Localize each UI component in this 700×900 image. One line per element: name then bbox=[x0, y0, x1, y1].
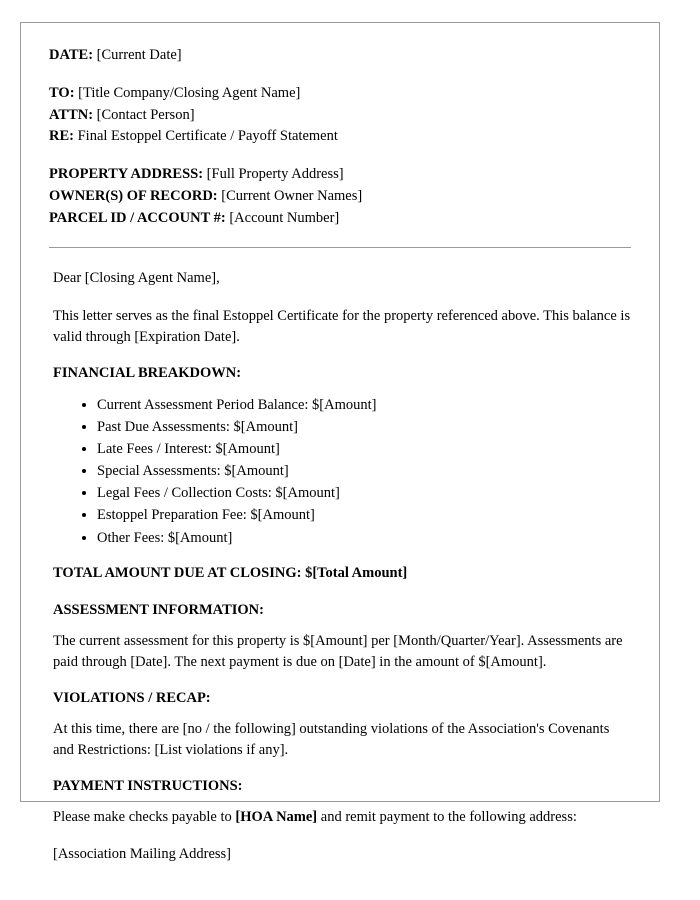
document-body bbox=[21, 23, 659, 863]
to-line bbox=[49, 83, 631, 105]
owners-value: [Current Owner Names] bbox=[221, 187, 363, 204]
list-item: • Other Fees: $[Amount] bbox=[97, 527, 631, 549]
payment-text-post: and remit payment to the following address: bbox=[317, 808, 577, 825]
recipient-block bbox=[49, 83, 631, 148]
property-address-value: [Full Property Address] bbox=[206, 166, 344, 182]
attn-label: ATTN: bbox=[49, 106, 94, 123]
list-item: • Legal Fees / Collection Costs: $[Amount] bbox=[97, 482, 631, 504]
re-line bbox=[49, 126, 631, 148]
owners-line bbox=[49, 186, 631, 208]
payment-paragraph bbox=[49, 807, 631, 828]
intro-paragraph: This letter serves as the final Estoppel Certificate for the property referenced above. This balance is valid through [Expiration Date]. bbox=[53, 307, 631, 346]
to-value: [Title Company/Closing Agent Name] bbox=[78, 84, 301, 101]
parcel-line bbox=[49, 208, 631, 230]
hoa-name: [HOA Name] bbox=[235, 808, 318, 825]
truncated-region bbox=[49, 844, 631, 863]
list-item: • Past Due Assessments: $[Amount] bbox=[97, 416, 631, 438]
date-line bbox=[49, 45, 631, 67]
owners-label: OWNER(S) OF RECORD: bbox=[49, 187, 218, 204]
parcel-label: PARCEL ID / ACCOUNT #: bbox=[49, 209, 226, 226]
property-address-line bbox=[49, 164, 631, 186]
re-value: Final Estoppel Certificate / Payoff Statement bbox=[77, 128, 338, 145]
to-label: TO: bbox=[49, 84, 75, 101]
attn-line bbox=[49, 105, 631, 127]
violations-paragraph: At this time, there are [no / the following] outstanding violations of the Association's Covenants and Restrictions: [List violations if any]. bbox=[53, 720, 610, 759]
date-block bbox=[49, 45, 631, 67]
financial-breakdown-list bbox=[49, 394, 631, 549]
property-block bbox=[49, 164, 631, 229]
assessment-paragraph: The current assessment for this property is $[Amount] per [Month/Quarter/Year]. Assessments are paid through [Date]. The next payment is due on [Date] in the amount of $[Amount]. bbox=[53, 632, 623, 671]
payment-text-pre: Please make checks payable to bbox=[53, 808, 236, 825]
property-address-label: PROPERTY ADDRESS: bbox=[49, 166, 204, 182]
divider bbox=[49, 247, 631, 248]
violations-heading: VIOLATIONS / RECAP: bbox=[53, 689, 211, 706]
re-label: RE: bbox=[49, 128, 74, 145]
financial-breakdown-heading: FINANCIAL BREAKDOWN: bbox=[53, 364, 242, 381]
date-label: DATE: bbox=[49, 47, 94, 63]
total-due-line: TOTAL AMOUNT DUE AT CLOSING: $[Total Amount] bbox=[53, 564, 408, 581]
list-item: • Estoppel Preparation Fee: $[Amount] bbox=[97, 504, 631, 526]
date-value: [Current Date] bbox=[96, 47, 182, 63]
attn-value: [Contact Person] bbox=[96, 106, 195, 123]
document-page bbox=[20, 22, 660, 863]
salutation: Dear [Closing Agent Name], bbox=[53, 270, 220, 287]
parcel-value: [Account Number] bbox=[229, 209, 340, 226]
list-item: • Special Assessments: $[Amount] bbox=[97, 460, 631, 482]
mailing-address: [Association Mailing Address] bbox=[53, 846, 232, 863]
list-item: • Current Assessment Period Balance: $[Amount] bbox=[97, 394, 631, 416]
assessment-information-heading: ASSESSMENT INFORMATION: bbox=[53, 601, 264, 618]
payment-instructions-heading: PAYMENT INSTRUCTIONS: bbox=[53, 777, 243, 794]
list-item: • Late Fees / Interest: $[Amount] bbox=[97, 438, 631, 460]
